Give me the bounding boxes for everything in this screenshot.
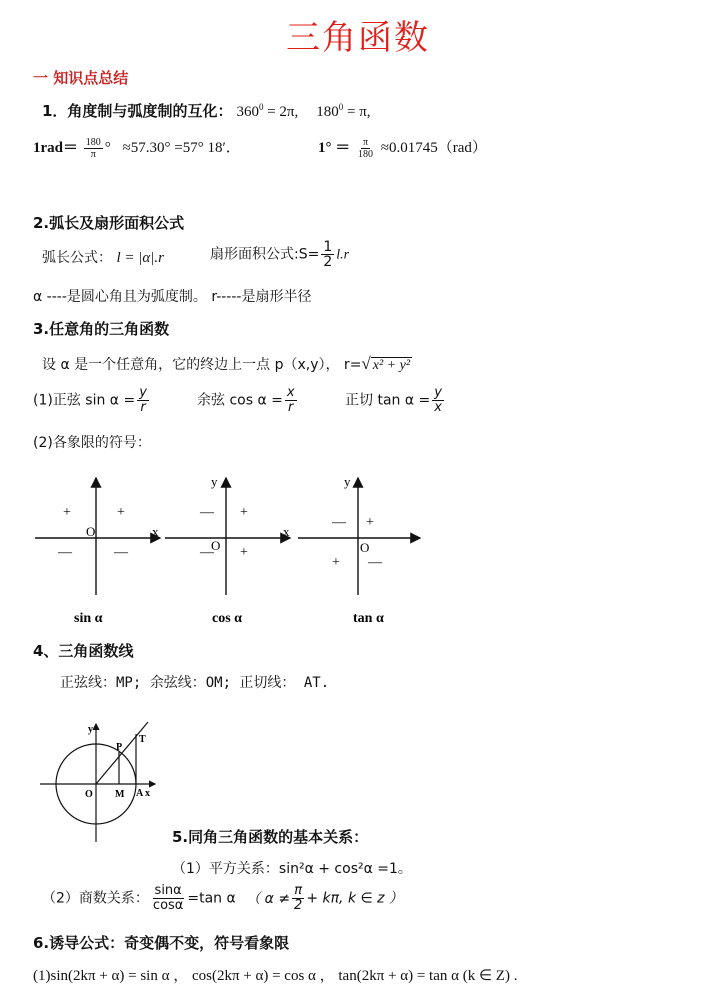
rad-line: 1rad＝ $\frac{180}{\pi}$ ° ≈57.30° =57° 18′． xyxy=(33,137,241,161)
sin-quadrant-diagram xyxy=(35,478,160,595)
svg-text:—: — xyxy=(200,505,214,520)
page-title: 三角函数 xyxy=(286,18,430,58)
arc-formula-line: 弧长公式： l = |α|.r xyxy=(42,250,164,266)
svg-text:+: + xyxy=(117,505,125,520)
induction-heading: 6.诱导公式：奇变偶不变，符号看象限 xyxy=(33,934,290,952)
svg-text:+: + xyxy=(332,555,340,570)
degree-value: ≈0.01745（rad） xyxy=(380,140,487,156)
svg-text:T: T xyxy=(139,734,146,745)
quotient-relation: （2）商数关系： $\frac{\sin\alpha}{\cos\alpha}$ =tan α （ α ≠ $\frac{\pi}{2}$ + kπ, k ∈ z ） xyxy=(42,883,403,913)
svg-text:—: — xyxy=(368,555,382,570)
tan-quadrant-diagram xyxy=(298,474,420,595)
svg-text:y: y xyxy=(211,474,218,489)
arc-formula: l = |α|.r xyxy=(116,250,164,266)
arc-note: α ----是圆心角且为弧度制。 r-----是扇形半径 xyxy=(33,289,312,305)
trig-lines-heading: 4、三角函数线 xyxy=(33,642,134,660)
eq-180: $180^0 = \pi$, xyxy=(316,102,371,120)
sin-def: (1)正弦 sin α = $\frac{y}{r}$ xyxy=(33,385,147,415)
svg-text:+: + xyxy=(240,505,248,520)
svg-text:x: x xyxy=(145,788,150,799)
degree-line xyxy=(318,136,487,160)
degree-fraction: $\frac{\pi}{180}$ xyxy=(358,137,373,161)
svg-text:—: — xyxy=(58,545,72,560)
quadrant-diagrams xyxy=(0,470,716,630)
trig-lines-text: 正弦线：MP; 余弦线：OM; 正切线： AT. xyxy=(60,675,330,691)
svg-text:O: O xyxy=(360,540,370,555)
area-fraction: $\frac{1}{2}$ xyxy=(323,239,333,270)
svg-text:+: + xyxy=(63,505,71,520)
svg-text:M: M xyxy=(115,789,125,800)
svg-text:P: P xyxy=(116,742,123,753)
area-formula-line: 扇形面积公式:S= $\frac{1}{2}$ l.r xyxy=(210,239,350,270)
tan-def: 正切 tan α = $\frac{y}{x}$ xyxy=(345,385,442,415)
origin-label: O xyxy=(86,524,96,539)
axis-x-label: x xyxy=(152,524,159,539)
svg-text:—: — xyxy=(114,545,128,560)
rad-fraction: $\frac{180}{\pi}$ xyxy=(85,137,101,161)
quadrant-signs-label: (2)各象限的符号： xyxy=(33,435,151,451)
trig-intro: 设 α 是一个任意角，它的终边上一点 p（x,y）， r=√ x² + y² xyxy=(42,354,411,373)
quotient-fraction: $\frac{\sin\alpha}{\cos\alpha}$ xyxy=(152,883,184,913)
arc-heading: 2.弧长及扇形面积公式 xyxy=(33,214,185,232)
svg-text:A: A xyxy=(136,788,144,799)
square-relation: （1）平方关系：sin²α + cos²α =1。 xyxy=(172,861,412,877)
tan-caption: tan α xyxy=(353,611,384,626)
svg-text:—: — xyxy=(332,515,346,530)
svg-text:O: O xyxy=(85,789,93,800)
cos-caption: cos α xyxy=(212,611,242,626)
section-heading: 一 知识点总结 xyxy=(33,69,129,87)
trig-heading: 3.任意角的三角函数 xyxy=(33,320,170,338)
svg-text:O: O xyxy=(211,538,221,553)
conversion-line xyxy=(42,100,371,121)
svg-text:—: — xyxy=(200,545,214,560)
svg-text:y: y xyxy=(344,474,351,489)
svg-text:x: x xyxy=(283,524,290,539)
induction-formula: (1)sin(2kπ + α) = sin α ， cos(2kπ + α) = cos α ， tan(2kπ + α) = tan α (k ∈ Z) . xyxy=(33,968,518,984)
basic-relations-heading: 5.同角三角函数的基本关系： xyxy=(172,828,369,846)
sin-caption: sin α xyxy=(74,611,103,626)
cos-def: 余弦 cos α = $\frac{x}{r}$ xyxy=(197,385,295,415)
unit-circle-diagram xyxy=(30,712,170,852)
conversion-heading: 1．角度制与弧度制的互化： xyxy=(42,102,233,120)
rad-value: ≈57.30° =57° 18′． xyxy=(122,140,241,156)
svg-text:+: + xyxy=(366,515,374,530)
cos-quadrant-diagram xyxy=(165,474,290,595)
svg-text:+: + xyxy=(240,545,248,560)
eq-360: $360^0 = 2\pi$, xyxy=(236,102,299,120)
rad-label: 1rad＝ xyxy=(33,140,79,156)
svg-text:y: y xyxy=(88,724,93,735)
degree-label: 1° ＝ xyxy=(318,140,351,156)
